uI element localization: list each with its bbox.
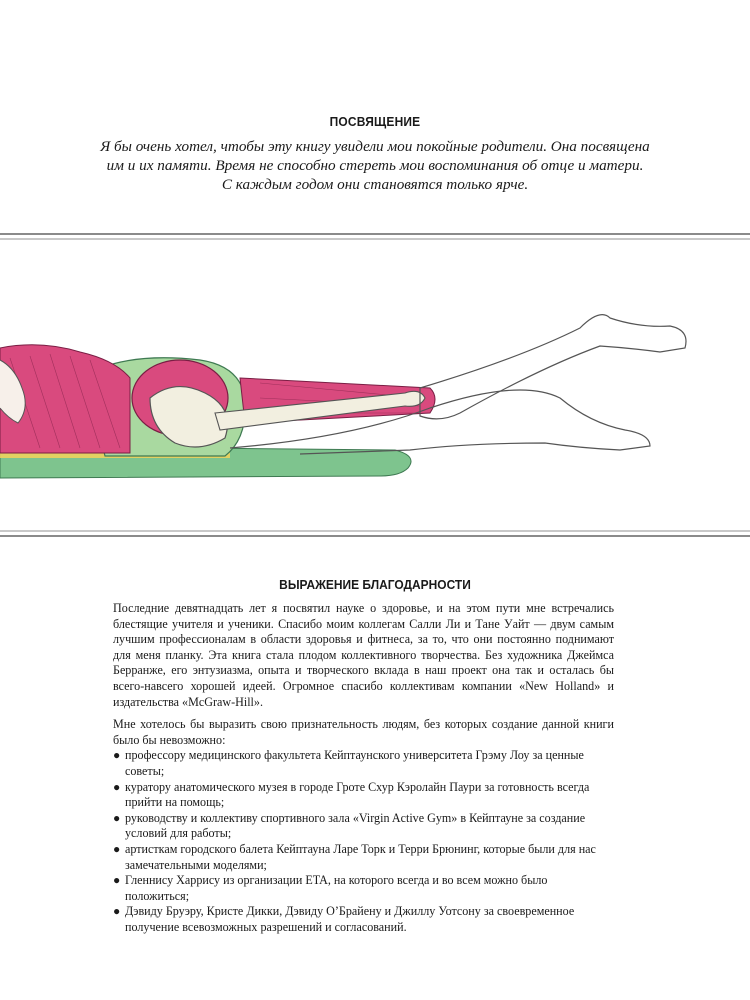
bullet-icon: ●	[113, 810, 121, 825]
bullet-icon: ●	[113, 904, 121, 919]
list-item: ● куратору анатомического музея в городе Гроте Схур Кэролайн Паури за готовность всегда прийти на помощь;	[113, 779, 590, 810]
dedication-title: ПОСВЯЩЕНИЕ	[329, 114, 421, 129]
list-item: ● Дэвиду Бруэру, Кристе Дикки, Дэвиду О’Брайену и Джиллу Уотсону за своевременное получение всевозможных разрешений и согласований.	[113, 904, 575, 934]
bullet-icon: ●	[113, 779, 121, 794]
list-item: ● артисткам городского балета Кейптауна Ларе Торк и Терри Брюнинг, которые были для нас замечательными моделями;	[113, 841, 596, 872]
acknowledgements-body	[113, 601, 614, 935]
acknowledgements-paragraph-1: Последние девятнадцать лет я посвятил науке о здоровье, и на этом пути мне встречались блестящие учителя и ученики. Спасибо моим коллегам Салли Ли и Тане Уайт — двум самым лучшим профессионалам в области здоровья и фитнеса, за то, что они постоянно поднимают для меня планку. Эта книга стала плодом коллективного творчества. Без художника Джеймса Берранже, его энтузиазма, опыта и творческого вклада в наш проект она так и осталась бы всего-навсего хорошей идеей. Огромное спасибо коллективам компании «New Holland» и издательства «McGraw-Hill».	[113, 601, 614, 709]
top-divider	[0, 233, 750, 240]
list-item: ● Гленнису Харрису из организации ETA, на которого всегда и во всем можно было положиться;	[113, 873, 548, 903]
raised-leg-outline	[420, 315, 686, 419]
dedication-text: Я бы очень хотел, чтобы эту книгу увидели мои покойные родители. Она посвящена им и их памяти. Время не способно стереть мои воспоминания об отце и матери. С каждым годом они становятся только ярче.	[100, 138, 650, 193]
bullet-icon: ●	[113, 748, 121, 763]
thanks-list	[113, 748, 614, 935]
acknowledgements-title: ВЫРАЖЕНИЕ БЛАГОДАРНОСТИ	[279, 577, 471, 592]
list-item: ● руководству и коллективу спортивного зала «Virgin Active Gym» в Кейптауне за создание условий для работы;	[113, 810, 586, 841]
list-item: ● профессору медицинского факультета Кейптаунского университета Грэму Лоу за ценные советы;	[113, 748, 584, 778]
bullet-icon: ●	[113, 873, 121, 888]
acknowledgements-paragraph-2: Мне хотелось бы выразить свою признательность людям, без которых создание данной книги было бы невозможно:	[113, 717, 614, 747]
bottom-divider	[0, 530, 750, 537]
bullet-icon: ●	[113, 841, 121, 856]
anatomical-leg-raise-illustration	[0, 248, 750, 524]
